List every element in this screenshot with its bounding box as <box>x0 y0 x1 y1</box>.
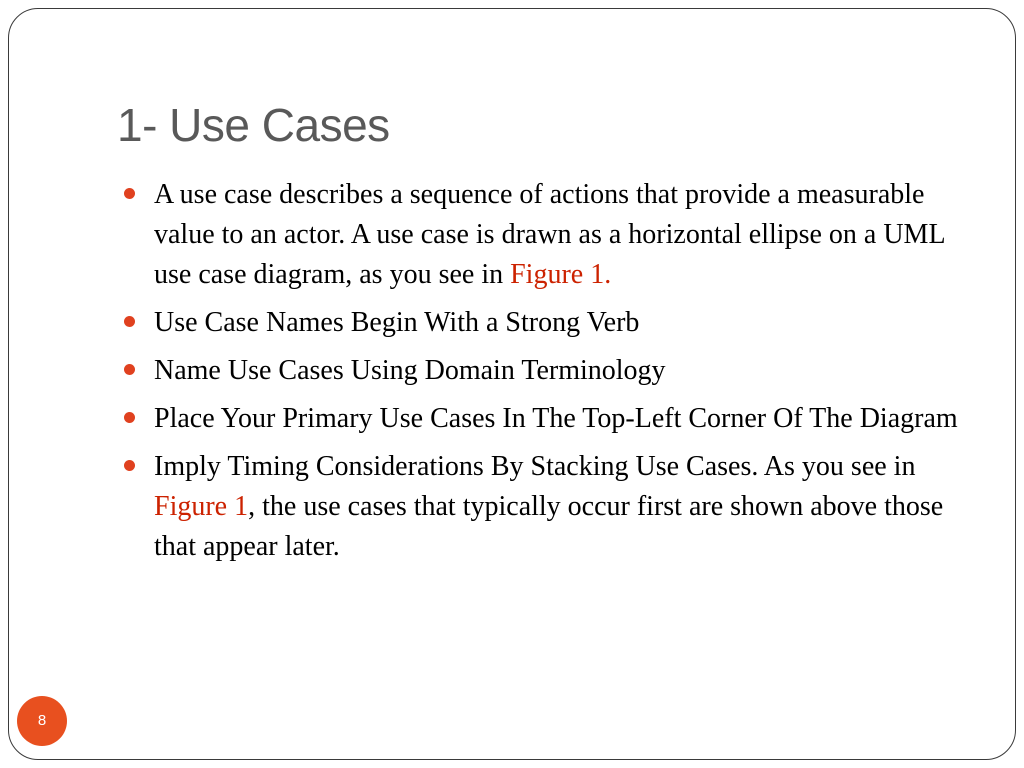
bullet-dot-icon <box>124 364 135 375</box>
figure-link[interactable]: Figure 1 <box>154 491 249 522</box>
bullet-dot-icon <box>124 188 135 199</box>
page-number-badge: 8 <box>17 696 67 746</box>
bullet-item <box>124 399 984 439</box>
bullet-text: Use Case Names Begin With a Strong Verb <box>154 307 640 338</box>
bullet-item <box>124 447 984 567</box>
bullet-text: Name Use Cases Using Domain Terminology <box>154 355 666 386</box>
bullet-dot-icon <box>124 316 135 327</box>
bullet-text: A use case describes a sequence of actions that provide a measurable value to an actor. A use case is drawn as a horizontal ellipse on a UML use case diagram, as you see in <box>154 179 945 290</box>
bullet-text: Imply Timing Considerations By Stacking Use Cases. As you see in <box>154 451 916 482</box>
bullet-text-continued: , the use cases that typically occur first are shown above those that appear later. <box>154 491 944 562</box>
bullet-item <box>124 175 984 295</box>
slide-title: 1- Use Cases <box>117 99 390 151</box>
bullet-text: Place Your Primary Use Cases In The Top-Left Corner Of The Diagram <box>154 403 958 434</box>
bullet-item <box>124 351 984 391</box>
bullet-list <box>124 175 984 575</box>
bullet-dot-icon <box>124 460 135 471</box>
slide-frame <box>8 8 1016 760</box>
bullet-item <box>124 303 984 343</box>
bullet-dot-icon <box>124 412 135 423</box>
figure-link[interactable]: Figure 1. <box>510 259 612 290</box>
